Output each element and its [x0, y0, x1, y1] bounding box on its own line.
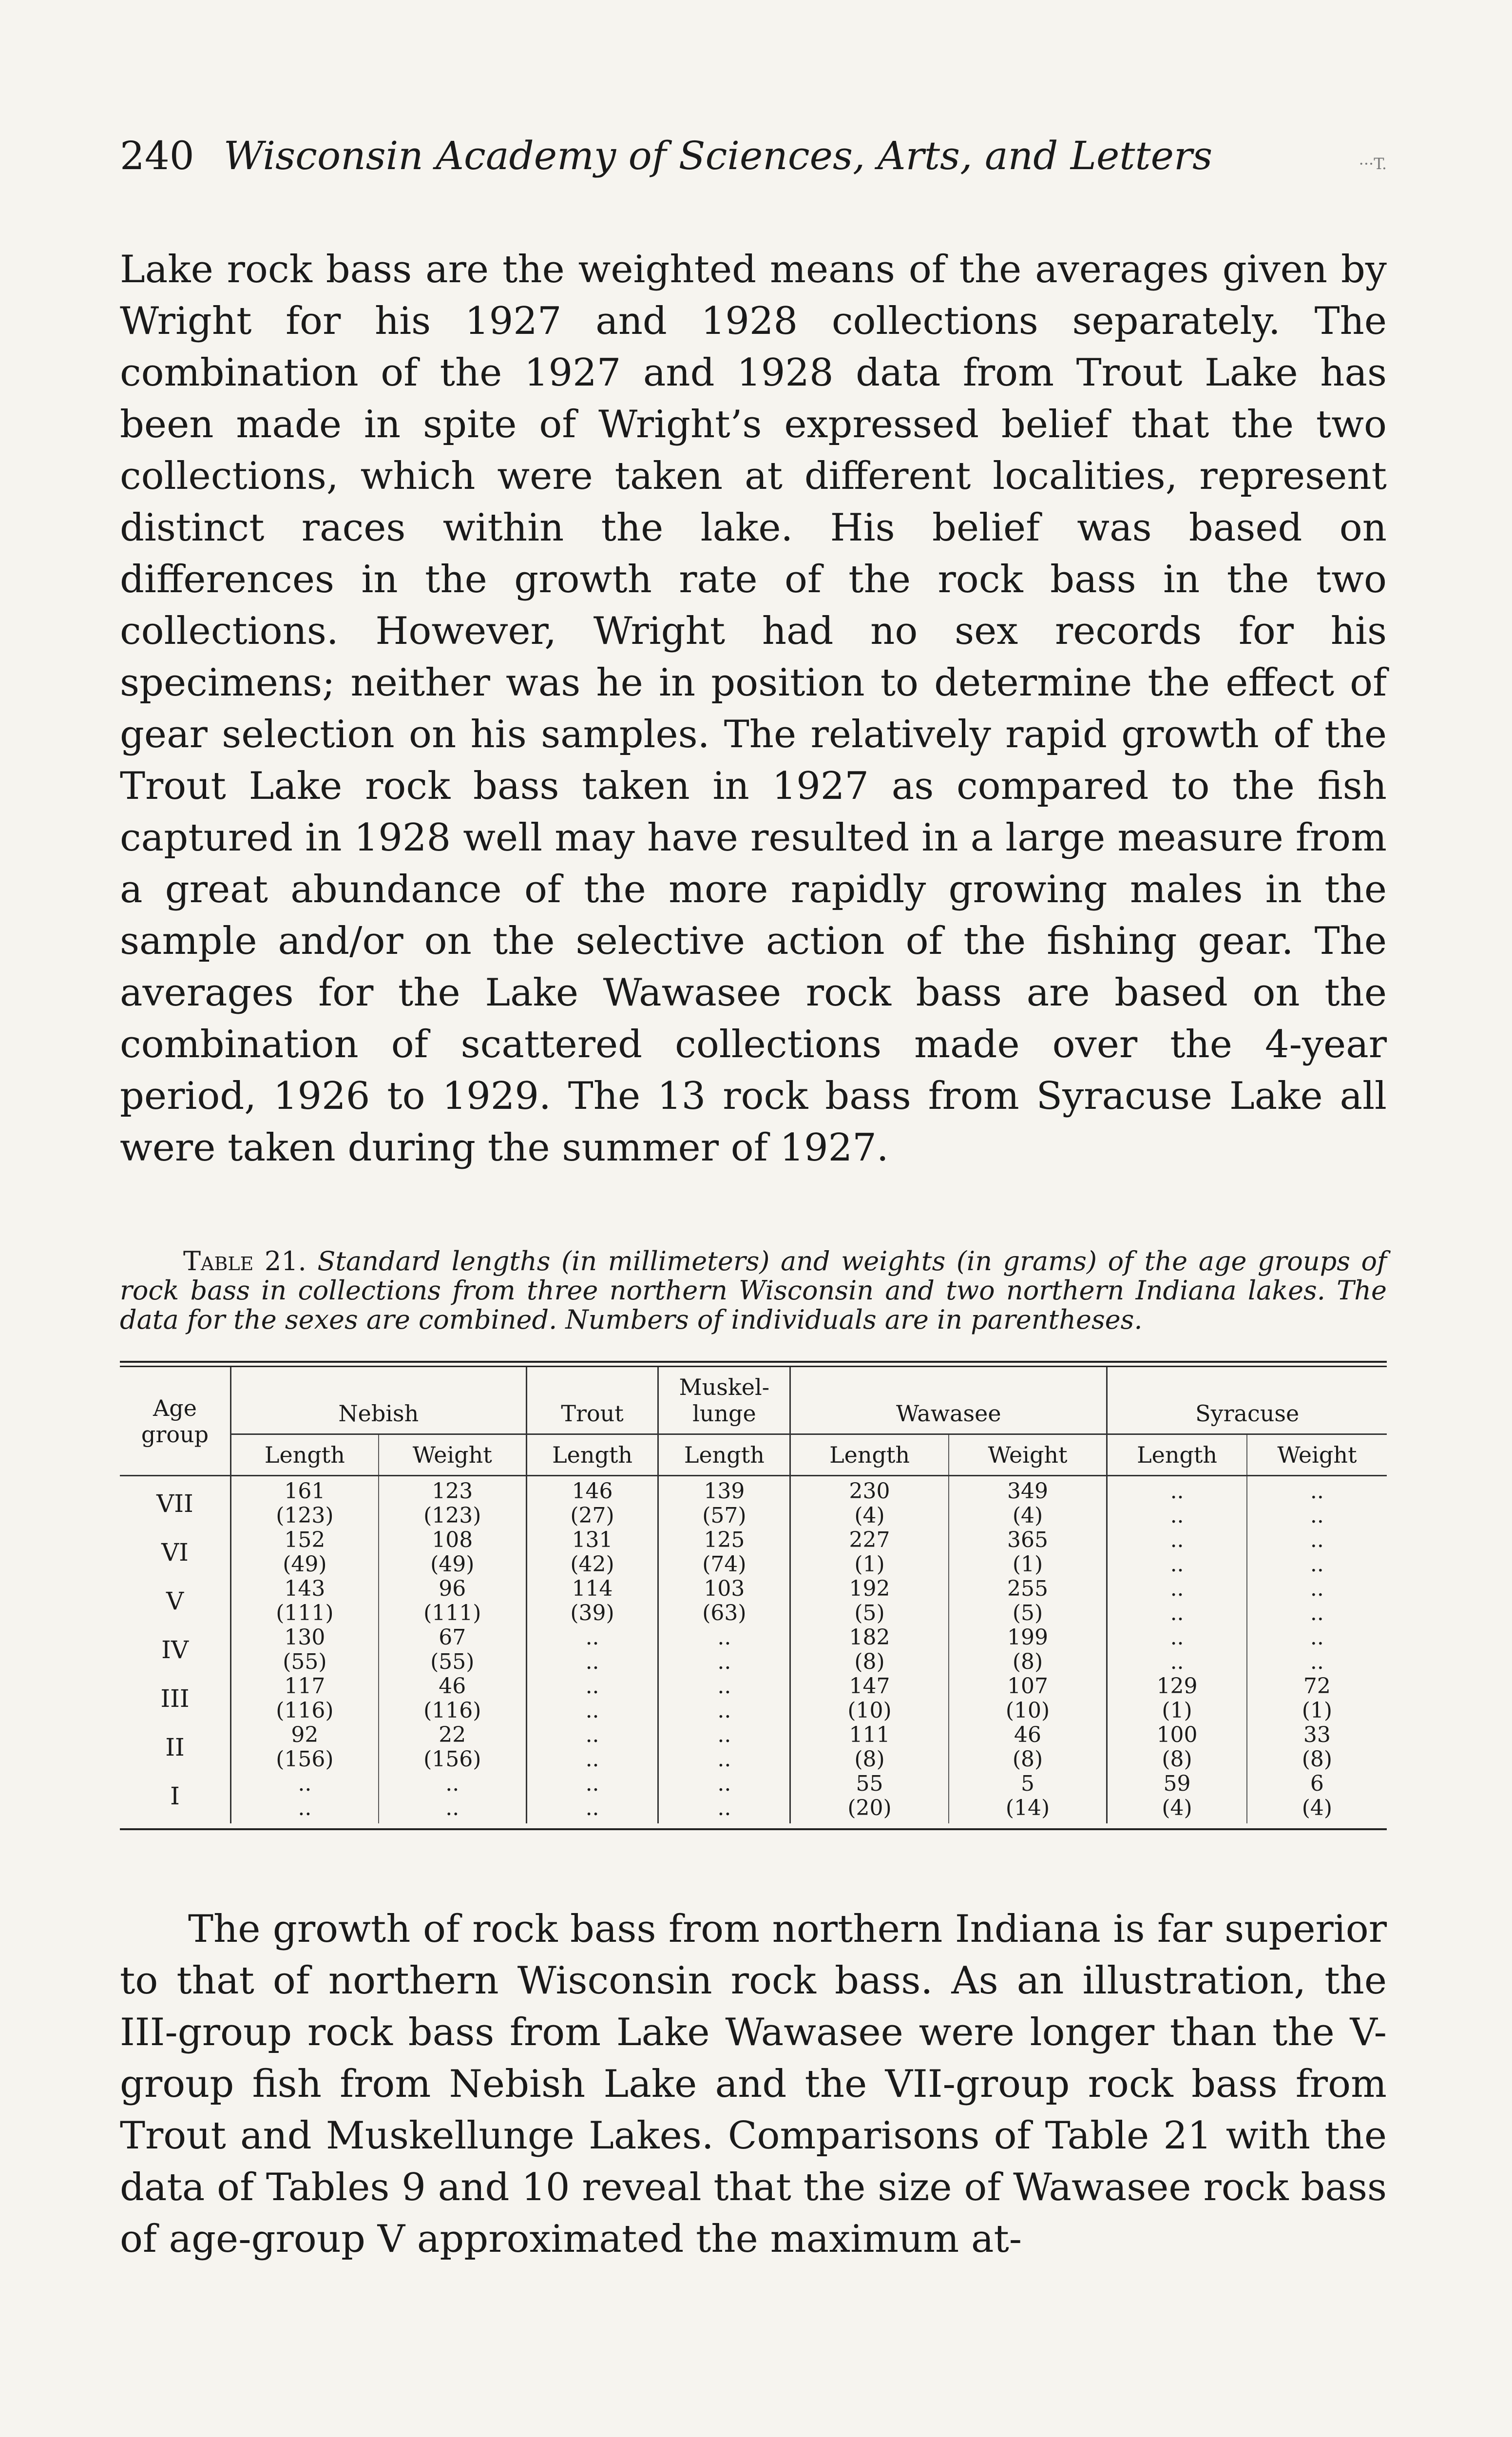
- table-cell: 129: [1156, 1674, 1198, 1699]
- table-cell: 59: [1163, 1771, 1191, 1796]
- table-cell: 199: [1007, 1625, 1049, 1650]
- table-cell: 182: [849, 1625, 890, 1650]
- table-cell: 139: [704, 1479, 745, 1504]
- table-cell: 147: [849, 1674, 890, 1699]
- nebish-weight-column: [379, 1476, 526, 1824]
- table-cell: ..: [1170, 1479, 1184, 1504]
- page: [120, 133, 1387, 2265]
- table-cell: 255: [1007, 1576, 1049, 1601]
- table-cell: (14): [1005, 1796, 1050, 1820]
- table-cell: ..: [585, 1649, 599, 1674]
- table-cell: ..: [1310, 1649, 1324, 1674]
- table-cell: (8): [854, 1747, 885, 1772]
- table-cell: ..: [717, 1698, 731, 1723]
- table-cell: (111): [423, 1601, 481, 1625]
- table-cell: ..: [1170, 1576, 1184, 1601]
- table-cell: 96: [439, 1576, 466, 1601]
- table-cell: ..: [585, 1698, 599, 1723]
- page-number: 240: [120, 133, 194, 178]
- table-cell: 33: [1303, 1722, 1331, 1747]
- table-cell: ..: [585, 1674, 599, 1699]
- table-cell: 67: [439, 1625, 466, 1650]
- table-cell: 230: [849, 1479, 890, 1504]
- table-cell: ..: [717, 1674, 731, 1699]
- table-cell: 92: [291, 1722, 319, 1747]
- running-head: [120, 133, 1387, 180]
- table-cell: (27): [570, 1503, 614, 1528]
- table-cell: 349: [1007, 1479, 1049, 1504]
- table-cell: (1): [1301, 1698, 1333, 1723]
- table-cell: ..: [1170, 1528, 1184, 1552]
- table-cell: (111): [276, 1601, 334, 1625]
- header-trout: Trout: [526, 1367, 658, 1434]
- table-cell: 108: [432, 1528, 473, 1552]
- header-nebish-length: Length: [230, 1434, 378, 1476]
- table-cell: 143: [284, 1576, 325, 1601]
- table-cell: (116): [423, 1698, 481, 1723]
- table-cell: 5: [1021, 1771, 1035, 1796]
- body-paragraph-1: Lake rock bass are the weighted means of the averages given by Wright for his 1927 and 1928 collections separately. The combination of the 1927 and 1928 data from Trout Lake has been made in spite of Wright’s expressed belief that the two collections, which were taken at different localities, represent distinct races within the lake. His belief was based on differences in the growth rate of the rock bass in the two collections. However, Wright had no sex records for his specimens; neither was he in position to determine the effect of gear selection on his samples. The relatively rapid growth of the Trout Lake rock bass taken in 1927 as compared to the fish captured in 1928 well may have resulted in a large measure from a great abundance of the more rapidly growing males in the sample and/or on the selective action of the fishing gear. The averages for the Lake Wawasee rock bass are based on the combination of scattered collections made over the 4-year period, 1926 to 1929. The 13 rock bass from Syracuse Lake all were taken during the summer of 1927.: [120, 248, 1387, 1170]
- table-cell: 103: [704, 1576, 745, 1601]
- table-cell: (156): [276, 1747, 334, 1772]
- table-cell: (55): [430, 1649, 475, 1674]
- data-table: [120, 1367, 1387, 1823]
- header-wawasee-weight: Weight: [949, 1434, 1107, 1476]
- table-cell: ..: [298, 1796, 312, 1820]
- table-cell: (8): [1012, 1649, 1043, 1674]
- header-age-group: Age group: [120, 1367, 230, 1476]
- age-group-label: I: [170, 1782, 180, 1810]
- table-cell: ..: [1310, 1503, 1324, 1528]
- table-cell: (74): [702, 1552, 746, 1577]
- table-cell: ..: [585, 1747, 599, 1772]
- table-cell: ..: [1310, 1576, 1324, 1601]
- table-cell: ..: [445, 1771, 459, 1796]
- table-cell: 46: [439, 1674, 466, 1699]
- table-cell: (123): [423, 1503, 481, 1528]
- table-cell: 46: [1014, 1722, 1042, 1747]
- table-cell: ..: [1310, 1479, 1324, 1504]
- body-paragraph-2: The growth of rock bass from northern Indiana is far superior to that of northern Wisconsin rock bass. As an illustration, the III-group rock bass from Lake Wawasee were longer than the V-group fish from Nebish Lake and the VII-group rock bass from Trout and Muskellunge Lakes. Comparisons of Table 21 with the data of Tables 9 and 10 reveal that the size of Wawasee rock bass of age-group V approximated the maximum at-: [120, 1907, 1387, 2261]
- table-cell: 130: [284, 1625, 325, 1650]
- table-cell: 192: [849, 1576, 890, 1601]
- wawasee-length-column: [790, 1476, 949, 1824]
- table-cell: (49): [430, 1552, 475, 1577]
- table-cell: ..: [1310, 1552, 1324, 1577]
- table-cell: (63): [702, 1601, 746, 1625]
- table-cell: 125: [704, 1528, 745, 1552]
- table-cell: (5): [1012, 1601, 1043, 1625]
- table-cell: (8): [1301, 1747, 1333, 1772]
- table-cell: 114: [572, 1576, 613, 1601]
- journal-title: Wisconsin Academy of Sciences, Arts, and Letters: [223, 133, 1213, 178]
- header-musk-length: Length: [658, 1434, 790, 1476]
- table-cell: (20): [847, 1796, 892, 1820]
- table-caption-label: Table 21.: [183, 1246, 306, 1277]
- age-group-label: VII: [156, 1489, 193, 1518]
- table-cell: ..: [585, 1722, 599, 1747]
- table-cell: 111: [849, 1722, 890, 1747]
- table-cell: 146: [572, 1479, 613, 1504]
- table-cell: 227: [849, 1528, 890, 1552]
- table-cell: (5): [854, 1601, 885, 1625]
- table-cell: ..: [1170, 1625, 1184, 1650]
- table-cell: ..: [717, 1649, 731, 1674]
- table-cell: (42): [570, 1552, 614, 1577]
- table-cell: (57): [702, 1503, 746, 1528]
- header-wawasee: Wawasee: [790, 1367, 1107, 1434]
- table-cell: 22: [439, 1722, 466, 1747]
- table-cell: (55): [283, 1649, 327, 1674]
- table-cell: 100: [1156, 1722, 1198, 1747]
- table-cell: ..: [1310, 1625, 1324, 1650]
- table-cell: 107: [1007, 1674, 1049, 1699]
- table-cell: ..: [1170, 1601, 1184, 1625]
- table-cell: 131: [572, 1528, 613, 1552]
- table-body-row: [120, 1476, 1387, 1824]
- table-cell: (8): [1012, 1747, 1043, 1772]
- age-group-column: [120, 1476, 230, 1824]
- table-cell: ..: [585, 1625, 599, 1650]
- table-cell: ..: [585, 1771, 599, 1796]
- table-cell: (10): [847, 1698, 892, 1723]
- table-cell: 161: [284, 1479, 325, 1504]
- table-cell: 152: [284, 1528, 325, 1552]
- header-muskellunge: Muskel-lunge: [658, 1367, 790, 1434]
- table-cell: ..: [445, 1796, 459, 1820]
- trout-length-column: [526, 1476, 658, 1824]
- table-cell: 365: [1007, 1528, 1049, 1552]
- table-cell: (156): [423, 1747, 481, 1772]
- table-cell: ..: [717, 1796, 731, 1820]
- header-trout-length: Length: [526, 1434, 658, 1476]
- table-cell: (4): [1012, 1503, 1043, 1528]
- table-caption-text: Standard lengths (in millimeters) and weights (in grams) of the age groups of rock bass in collections from three northern Wisconsin and two northern Indiana lakes. The data for the sexes are combined. Numbers of individuals are in parentheses.: [120, 1246, 1387, 1335]
- table-cell: 55: [856, 1771, 883, 1796]
- table-cell: (8): [854, 1649, 885, 1674]
- age-group-label: III: [160, 1684, 190, 1713]
- age-group-label: VI: [161, 1538, 189, 1567]
- age-group-label: II: [165, 1733, 185, 1761]
- header-syracuse-length: Length: [1107, 1434, 1247, 1476]
- table-cell: ..: [717, 1722, 731, 1747]
- syracuse-weight-column: [1247, 1476, 1387, 1824]
- table-cell: (1): [1012, 1552, 1043, 1577]
- table-cell: ..: [1310, 1528, 1324, 1552]
- header-syracuse: Syracuse: [1107, 1367, 1387, 1434]
- muskellunge-length-column: [658, 1476, 790, 1824]
- table-cell: ..: [1170, 1503, 1184, 1528]
- table-cell: ..: [1170, 1552, 1184, 1577]
- table-caption: [120, 1247, 1387, 1335]
- table-cell: 72: [1303, 1674, 1331, 1699]
- table-cell: (1): [854, 1552, 885, 1577]
- table-cell: ..: [585, 1796, 599, 1820]
- table-cell: (4): [854, 1503, 885, 1528]
- header-wawasee-length: Length: [790, 1434, 949, 1476]
- table-cell: ..: [1170, 1649, 1184, 1674]
- table-cell: (10): [1005, 1698, 1050, 1723]
- wawasee-weight-column: [949, 1476, 1107, 1824]
- table-bottom-rule: [120, 1828, 1387, 1830]
- table-cell: (39): [570, 1601, 614, 1625]
- table-cell: (4): [1301, 1796, 1333, 1820]
- table-cell: ..: [717, 1771, 731, 1796]
- table-top-rule: [120, 1361, 1387, 1367]
- table-cell: (1): [1162, 1698, 1192, 1723]
- table-cell: 6: [1310, 1771, 1324, 1796]
- table-cell: (4): [1162, 1796, 1192, 1820]
- table-cell: ..: [717, 1625, 731, 1650]
- nebish-length-column: [230, 1476, 378, 1824]
- table-cell: ..: [298, 1771, 312, 1796]
- header-syracuse-weight: Weight: [1247, 1434, 1387, 1476]
- age-group-label: IV: [161, 1636, 189, 1664]
- age-group-label: V: [166, 1587, 184, 1615]
- table-cell: (8): [1162, 1747, 1192, 1772]
- table-cell: (116): [276, 1698, 334, 1723]
- table-cell: ..: [717, 1747, 731, 1772]
- table-cell: 123: [432, 1479, 473, 1504]
- header-nebish-weight: Weight: [379, 1434, 526, 1476]
- table-cell: (49): [283, 1552, 327, 1577]
- corner-mark: ···T.: [1359, 155, 1387, 173]
- table-cell: ..: [1310, 1601, 1324, 1625]
- syracuse-length-column: [1107, 1476, 1247, 1824]
- table-cell: 117: [284, 1674, 325, 1699]
- table-cell: (123): [276, 1503, 334, 1528]
- table-21: [120, 1361, 1387, 1830]
- header-nebish: Nebish: [230, 1367, 526, 1434]
